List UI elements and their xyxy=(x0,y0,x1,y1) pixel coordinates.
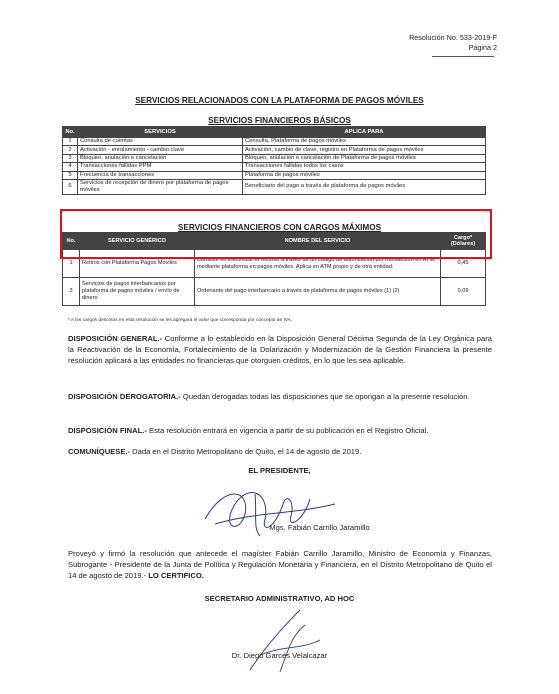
paragraph-label: DISPOSICIÓN GENERAL.- xyxy=(68,334,163,343)
table-cell: Consiste en efectivizar el recurso a través de un código de autorización por transacción en ATM, mediante plataforma en pagos móviles. Aplica en ATM propio y de otra entidad. xyxy=(195,250,441,278)
table-cell: Frecuencia de transacciones xyxy=(78,171,243,179)
table-row xyxy=(63,278,486,306)
main-title: SERVICIOS RELACIONADOS CON LA PLATAFORMA DE PAGOS MÓVILES xyxy=(135,96,424,105)
table-cell: 4 xyxy=(63,163,78,171)
paragraph-label: DISPOSICIÓN DEROGATORIA.- xyxy=(68,392,181,401)
table-row xyxy=(63,163,486,171)
header-cell: No. xyxy=(63,233,80,250)
header-underline xyxy=(432,56,494,57)
table-cell: 0,45 xyxy=(441,250,486,278)
proveyo-paragraph xyxy=(68,548,492,582)
secretary-name: Dr. Diego Garcés Velalcazar xyxy=(231,651,328,660)
table-cell: Beneficiario del pago a través de plataforma de pagos móviles xyxy=(243,179,486,194)
header-cell: Cargo* (Dólares) xyxy=(441,233,486,250)
paragraph-text: Dada en el Distrito Metropolitano de Quito, el 14 de agosto de 2019. xyxy=(130,447,362,456)
disposicion-general xyxy=(68,333,492,367)
disposicion-derogatoria xyxy=(68,391,492,402)
table-header-row xyxy=(63,127,486,138)
paragraph-label: DISPOSICIÓN FINAL.- xyxy=(68,426,147,435)
paragraph-label: COMUNÍQUESE.- xyxy=(68,447,131,456)
table-row xyxy=(63,146,486,154)
table-cell: Activación - enrolamiento - cambio clave xyxy=(78,146,243,154)
table-row xyxy=(63,138,486,146)
table-cell: 3 xyxy=(63,278,80,306)
table-cell: Activación, cambio de clave, registro en Plataforma de pagos móviles xyxy=(243,146,486,154)
certifico-text: LO CERTIFICO. xyxy=(146,571,204,581)
table-cell: Retiros con Plataforma Pagos Móviles xyxy=(80,250,195,278)
max-charges-title: SERVICIOS FINANCIEROS CON CARGOS MÁXIMOS xyxy=(177,223,382,232)
basic-services-title: SERVICIOS FINANCIEROS BÁSICOS xyxy=(208,116,351,125)
table-cell: Transacciones fallidas PPM xyxy=(78,163,243,171)
comuniquese xyxy=(68,446,492,457)
president-label: EL PRESIDENTE, xyxy=(248,466,311,475)
table-cell: 1 xyxy=(63,250,80,278)
paragraph-text: Proveyó y firmó la resolución que antecede el magíster Fabián Carrillo Jaramillo, Ministro de Economía y Finanzas, Subrogante - Presidente de la Junta de Política y Regulación Monetaria y Financiera, en el Distrito Metropolitano de Quito el 14 de agosto de 2019.- xyxy=(68,549,492,581)
table-cell: Ordenante del pago interbancario a través de plataforma de pagos móviles (1) (2) xyxy=(195,278,441,306)
table-row xyxy=(63,179,486,194)
table-cell: Consulta, Plataforma de pagos móviles xyxy=(243,138,486,146)
table-cell: 5 xyxy=(63,171,78,179)
table-row xyxy=(63,171,486,179)
header-cell: SERVICIOS xyxy=(78,127,243,138)
table-cell: Servicios de recepción de dinero por plataforma de pagos móviles xyxy=(78,179,243,194)
header-cell: SERVICIO GENÉRICO xyxy=(80,233,195,250)
table-cell: 2 xyxy=(63,146,78,154)
paragraph-text: Quedan derogadas todas las disposiciones que se opongan a la presente resolución. xyxy=(180,392,470,401)
president-name: Mgs. Fabián Carrillo Jaramillo xyxy=(269,523,370,532)
disposicion-final xyxy=(68,425,492,436)
table-cell: Bloqueo, anulación o cancelación xyxy=(78,154,243,162)
table-cell: 1 xyxy=(63,138,78,146)
table-cell: Consulta de cuentas xyxy=(78,138,243,146)
secretary-signature xyxy=(230,600,350,680)
page-number: Página 2 xyxy=(468,43,497,52)
table-cell: Servicios de pagos interbancarios por plataforma de pagos móviles / envío de dinero xyxy=(80,278,195,306)
table-cell: 6 xyxy=(63,179,78,194)
table-cell: Plataforma de pagos móviles xyxy=(243,171,486,179)
secretary-label: SECRETARIO ADMINISTRATIVO, AD HOC xyxy=(204,594,355,603)
table-cell: Transacciones fallidas todos los casos xyxy=(243,163,486,171)
table-row xyxy=(63,154,486,162)
basic-services-table xyxy=(62,126,486,195)
document-header xyxy=(409,33,497,53)
table-cell: Bloqueo, anulación o cancelación de Plataforma de pagos móviles xyxy=(243,154,486,162)
resolution-number: Resolución No. 533-2019-F xyxy=(409,33,497,42)
highlight-box xyxy=(60,209,492,259)
president-signature xyxy=(195,474,345,544)
table-cell: 3 xyxy=(63,154,78,162)
paragraph-text: Conforme a lo establecido en la Disposición General Décima Segunda de la Ley Orgánica para la Reactivación de la Economía, Fortalecimiento de la Dolarización y Modernización de la Gestión Financiera la presente resolución aplicará a las entidades no financieras que otorguen créditos, en lo que les sea aplicable. xyxy=(68,334,492,366)
paragraph-text: Esta resolución entrará en vigencia a partir de su publicación en el Registro Oficial. xyxy=(146,426,429,435)
header-cell: No. xyxy=(63,127,78,138)
header-cell: APLICA PARA xyxy=(243,127,486,138)
table-cell: 0,09 xyxy=(441,278,486,306)
header-cell: NOMBRE DEL SERVICIO xyxy=(195,233,441,250)
footnote: * A los cargos descritos en esta resolución se les agregará el valor que corresponda por concepto de IVA. xyxy=(68,318,293,323)
